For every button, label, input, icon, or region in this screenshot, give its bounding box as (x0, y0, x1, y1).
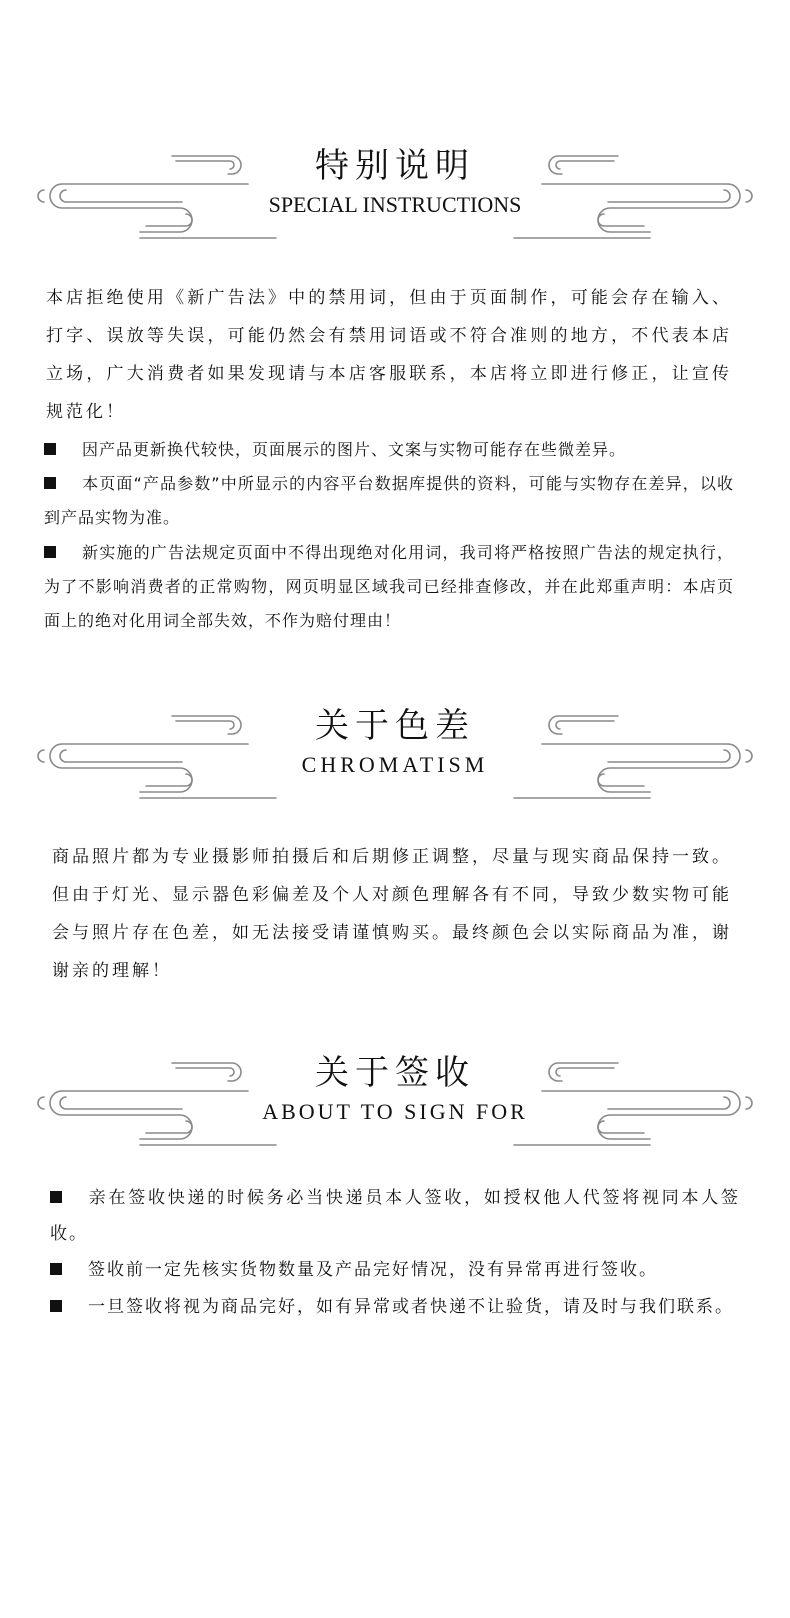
black-square-bullet-icon (50, 1300, 62, 1312)
section-header (0, 1035, 790, 1145)
list-item: 签收前一定先核实货物数量及产品完好情况，没有异常再进行签收。 (50, 1252, 740, 1288)
black-square-bullet-icon (44, 546, 56, 558)
list-item: 亲在签收快递的时候务必当快递员本人签收，如授权他人代签将视同本人签收。 (50, 1188, 740, 1244)
section-chromatism (0, 688, 790, 798)
section-special-instructions (0, 128, 790, 238)
section-title: 关于色差 (315, 706, 475, 746)
list-item: 一旦签收将视为商品完好，如有异常或者快递不让验货，请及时与我们联系。 (50, 1289, 740, 1325)
section-subtitle: SPECIAL INSTRUCTIONS (268, 192, 522, 217)
black-square-bullet-icon (50, 1263, 62, 1275)
list-item: 因产品更新换代较快，页面展示的图片、文案与实物可能存在些微差异。 (44, 433, 734, 467)
section-header (0, 688, 790, 798)
section-header (0, 128, 790, 238)
black-square-bullet-icon (50, 1191, 62, 1203)
section-title: 特别说明 (315, 146, 475, 186)
section-title: 关于签收 (315, 1053, 475, 1093)
chromatism-paragraph: 商品照片都为专业摄影师拍摄后和后期修正调整，尽量与现实商品保持一致。但由于灯光、显示器色彩偏差及个人对颜色理解各有不同，导致少数实物可能会与照片存在色差，如无法接受请谨慎购买。最终颜色会以实际商品为准，谢谢亲的理解！ (52, 847, 732, 981)
section-sign-for (0, 1035, 790, 1145)
section-subtitle: ABOUT TO SIGN FOR (262, 1099, 528, 1124)
black-square-bullet-icon (44, 477, 56, 489)
black-square-bullet-icon (44, 443, 56, 455)
list-item: 本页面“产品参数”中所显示的内容平台数据库提供的资料，可能与实物存在差异，以收到产品实物为准。 (44, 474, 734, 527)
notice-paragraph: 本店拒绝使用《新广告法》中的禁用词，但由于页面制作，可能会存在输入、打字、误放等失误，可能仍然会有禁用词语或不符合准则的地方，不代表本店立场，广大消费者如果发现请与本店客服联系，本店将立即进行修正，让宣传规范化！ (46, 288, 732, 422)
list-item: 新实施的广告法规定页面中不得出现绝对化用词，我司将严格按照广告法的规定执行，为了不影响消费者的正常购物，网页明显区域我司已经排查修改，并在此郑重声明：本店页面上的绝对化用词全部失效，不作为赔付理由！ (44, 543, 734, 630)
section-subtitle: CHROMATISM (301, 752, 489, 777)
